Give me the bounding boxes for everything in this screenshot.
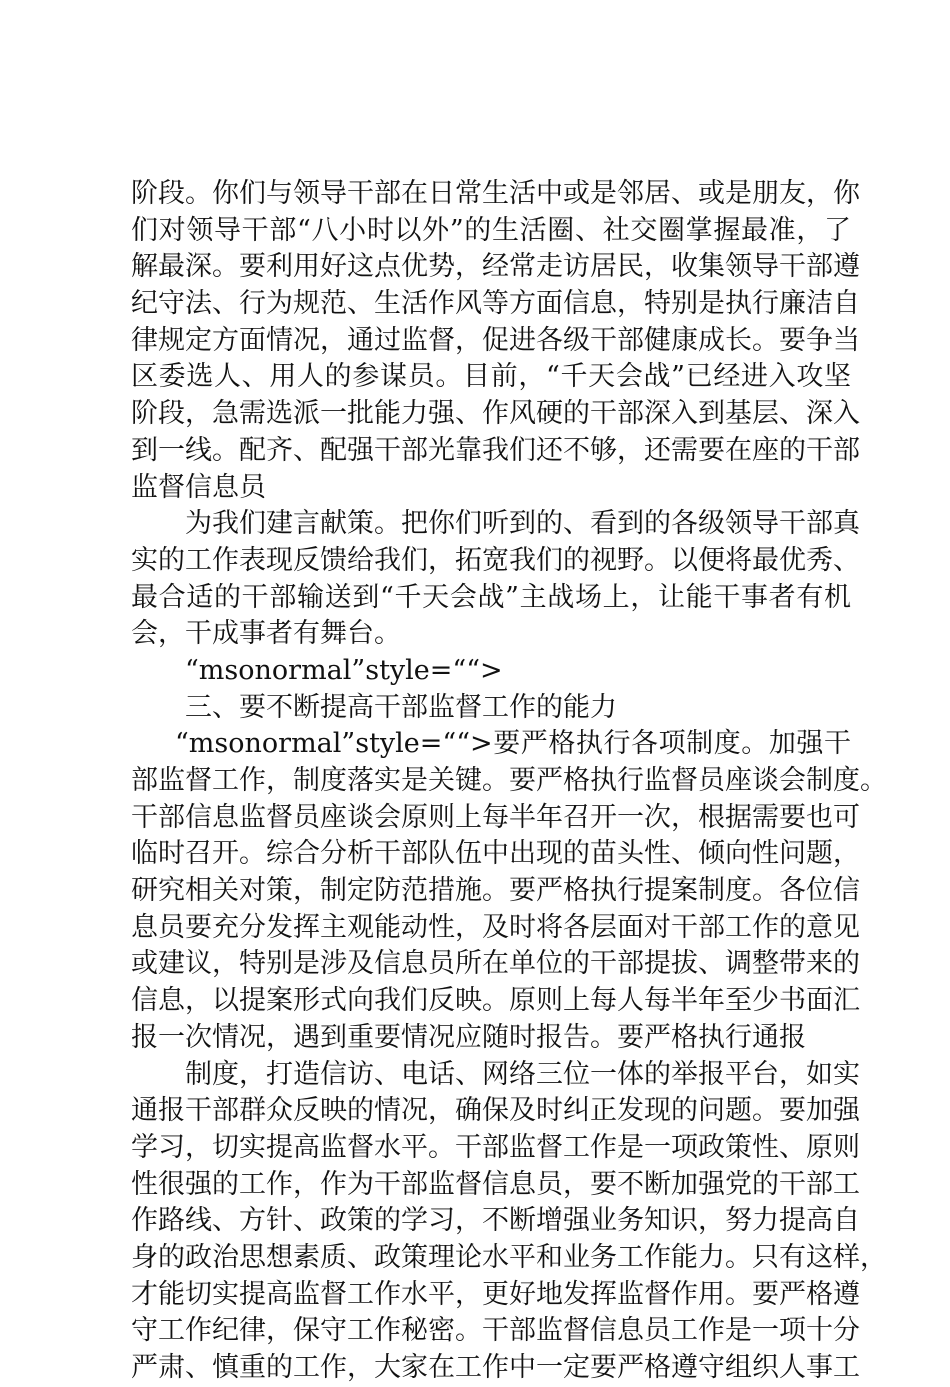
text-line: 为我们建言献策。把你们听到的、看到的各级领导干部真 [185, 508, 860, 540]
text-line: 作路线、方针、政策的学习，不断增强业务知识，努力提高自 [131, 1205, 860, 1237]
text-line: 制度，打造信访、电话、网络三位一体的举报平台，如实 [185, 1058, 860, 1090]
text-line: 干部信息监督员座谈会原则上每半年召开一次，根据需要也可 [131, 801, 860, 833]
text-line: “msonormal”style=““>要严格执行各项制度。加强干 [175, 728, 851, 760]
document-body [131, 176, 887, 1387]
text-line: 或建议，特别是涉及信息员所在单位的干部提拔、调整带来的 [131, 948, 860, 980]
text-line: 研究相关对策，制定防范措施。要严格执行提案制度。各位信 [131, 875, 860, 907]
text-line: “msonormal”style=““> [185, 654, 503, 686]
text-line: 阶段。你们与领导干部在日常生活中或是邻居、或是朋友，你 [131, 178, 860, 209]
text-line: 三、要不断提高干部监督工作的能力 [185, 691, 617, 723]
text-line: 性很强的工作，作为干部监督信息员，要不断加强党的干部工 [131, 1168, 860, 1200]
text-line: 才能切实提高监督工作水平，更好地发挥监督作用。要严格遵 [131, 1278, 860, 1310]
text-line: 实的工作表现反馈给我们，拓宽我们的视野。以便将最优秀、 [131, 544, 860, 576]
text-line: 们对领导干部“八小时以外”的生活圈、社交圈掌握最准，了 [131, 214, 851, 246]
text-line: 临时召开。综合分析干部队伍中出现的苗头性、倾向性问题， [131, 838, 860, 870]
text-line: 守工作纪律，保守工作秘密。干部监督信息员工作是一项十分 [131, 1315, 860, 1347]
text-line: 息员要充分发挥主观能动性，及时将各层面对干部工作的意见 [131, 911, 860, 943]
text-line: 最合适的干部输送到“千天会战”主战场上，让能干事者有机 [131, 581, 851, 613]
text-line: 会，干成事者有舞台。 [131, 618, 401, 650]
text-line: 身的政治思想素质、政策理论水平和业务工作能力。只有这样， [131, 1241, 887, 1273]
text-line: 通报干部群众反映的情况，确保及时纠正发现的问题。要加强 [131, 1095, 860, 1127]
text-line: 信息，以提案形式向我们反映。原则上每人每半年至少书面汇 [131, 985, 860, 1017]
text-line: 报一次情况，遇到重要情况应随时报告。要严格执行通报 [131, 1021, 806, 1053]
text-line: 严肃、慎重的工作，大家在工作中一定要严格遵守组织人事工 [131, 1352, 860, 1383]
text-line: 解最深。要利用好这点优势，经常走访居民，收集领导干部遵 [131, 251, 860, 283]
text-line: 阶段，急需选派一批能力强、作风硬的干部深入到基层、深入 [131, 398, 860, 430]
text-line: 到一线。配齐、配强干部光靠我们还不够，还需要在座的干部 [131, 434, 860, 466]
text-line: 纪守法、行为规范、生活作风等方面信息，特别是执行廉洁自 [131, 288, 860, 320]
text-line: 监督信息员 [131, 471, 266, 503]
text-line: 部监督工作，制度落实是关键。要严格执行监督员座谈会制度。 [131, 765, 887, 796]
text-line: 区委选人、用人的参谋员。目前，“千天会战”已经进入攻坚 [131, 361, 851, 393]
text-line: 律规定方面情况，通过监督，促进各级干部健康成长。要争当 [131, 324, 860, 356]
text-line: 学习，切实提高监督水平。干部监督工作是一项政策性、原则 [131, 1131, 860, 1163]
